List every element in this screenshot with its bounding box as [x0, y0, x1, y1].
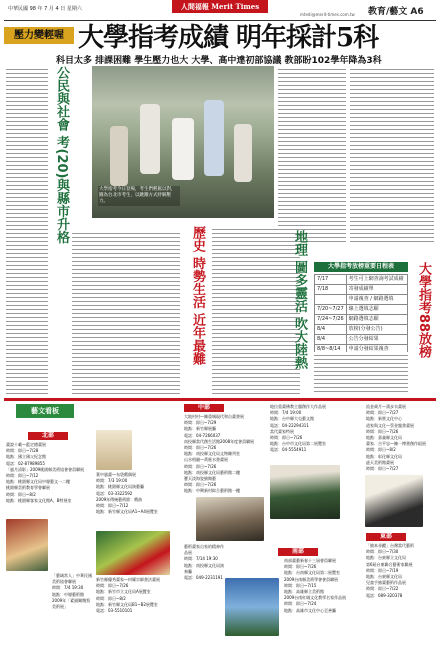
calendar-column-3b: 藝術畫家自家的精神作品展 時間：7/14 19:30 地點：南投縣文化局演奏廳 電話：049-2231191	[184, 544, 224, 581]
calendar-column-5: 流金歲月—蒲步衣畫展 時間：即日~7/27 地點：新營文化中心 道家與文化—蔡金龍書畫展 時間：即日~7/26 地點：嘉義縣文化局 畫家．吉平忠—陳一博書創作組展 時間：即日~8/2 地點：彰化縣文化局 遙天美術館畫展 時間：即日~7/27	[366, 404, 426, 472]
calendar-column-3: 大地村村—陳重城現代和自畫書展 時間：即日~7/29 地點：新竹縣展廳 電話：04-7266037 南投縣當代創生活館2008年度會員聯展 時間：即日~7/26 地點：南投縣文化局文物陳列室 山水相融—黃進水書畫展 時間：即日~7/26 地點：南投縣文化局藝術館二樓 寶天淡海瓷繪陶藝 時間：即日~7/26 地點：中興新村綜合藝術館一樓	[184, 414, 255, 494]
schedule-row: 8/4 公告分發結果	[315, 335, 408, 345]
schedule-row: 7/18 寄發成績單	[315, 285, 408, 295]
schedule-row: 7/24~7/26 網路選填志願	[315, 315, 408, 325]
artwork-thumbnail	[225, 578, 279, 636]
artwork-thumbnail	[6, 519, 48, 571]
masthead-logo: 人間福報 Merit Times	[172, 0, 268, 13]
article-text-mid	[72, 230, 180, 394]
article-text-history	[212, 226, 300, 394]
schedule-table	[314, 274, 408, 355]
student-figure	[204, 100, 224, 176]
students-jumping-photo	[92, 66, 274, 218]
schedule-title: 大學指考放榜重要日程表	[314, 262, 408, 272]
artwork-thumbnail	[270, 465, 340, 519]
arts-calendar-banner: 藝文看板	[16, 404, 74, 418]
calendar-column-5b: 「繪本尋蹤」台灣當代藝術 時間：即日~7/30 地點：台東縣立文化局 第6屆台東聯合藝術家聯展 時間：即日~7/19 地點：台東縣文化局 兒童手繪畫藝術作品展 時間：即日~7/22 電話：089-320378	[366, 543, 414, 598]
region-south-label: 南部	[278, 548, 318, 556]
region-central-label: 中部	[184, 404, 224, 412]
schedule-row: 8/8~8/14 申請分發結果複查	[315, 345, 408, 355]
main-headline: 大學指考成績 明年採計5科	[78, 23, 379, 53]
student-figure	[234, 124, 252, 182]
history-title: 歷史 時勢生活 近年最難	[190, 226, 205, 366]
photo-caption: 大學指考今日登場，考生們輕鬆以對，圖為台北市考生，以跳躍方式紓解壓力。	[98, 186, 180, 206]
civics-title: 公民與社會 考(20)與縣市升格	[54, 66, 69, 244]
artwork-thumbnail	[365, 475, 423, 527]
calendar-column-2: 葉中風畫—布袋戲偶展 時間：7/3 19:00 地點：桃園縣文化局演藝廳 電話：03-3322592 2009年傳統藝術節：戲曲 時間：即日~7/12 地點：新竹縣文化局A1~A4展覽室	[96, 472, 158, 515]
calendar-column-2b: 新竹縣優秀畫家—何耀宗師書法畫展 時間：即日~7/26 地點：新竹市立文化局A展覽室 時間：即日~8/2 地點：新竹縣文化局B1~B2展覽室 電話：03-5510101	[96, 577, 160, 614]
article-text-left	[6, 66, 48, 394]
schedule-row: 7/20~7/27 線上選填志願	[315, 305, 408, 315]
editor-email: mtedi@merit-times.com.tw	[300, 12, 355, 17]
calendar-column-1b: 「藝域常人」中華民國美術協會聯展 時間：7/4 19:30 地點：中壢藝術館 2009年「素描關懷寫美術展」	[52, 573, 92, 610]
schedule-row: 7/17 考生可上網查詢考試成績	[315, 275, 408, 285]
article-text-right	[350, 66, 434, 244]
student-figure	[172, 118, 194, 180]
artwork-thumbnail	[196, 497, 264, 541]
article-text-right-2	[278, 66, 346, 242]
region-east-label: 東部	[366, 533, 406, 541]
calendar-column-1: 畫說十載—藍定德畫展 時間：即日~7/28 地點：國立國父紀念館 電話：02-87989855 「風月清影」2009桃園縣美術協會會員聯展 時間：即日~7/12 地點：桃園縣文化局中壢藝文一二樓 桃園縣美術教育學會聯展 時間：即日~8/2 地點：桃園縣客家文化館A、B特展室	[6, 442, 85, 503]
student-figure	[110, 126, 128, 186]
issue-date: 中華民國 98 年 7 月 4 日 星期六	[8, 6, 82, 12]
sub-headline: 科目太多 排課困難 學生壓力也大 大學、高中達初部協議 教部盼102學年降為3科	[56, 56, 382, 66]
kicker-badge: 壓力變輕喔	[4, 27, 74, 44]
artwork-thumbnail	[96, 430, 132, 470]
release-title: 大學指考88放榜	[416, 262, 431, 359]
calendar-column-4b: 南部畫藝新春十三屆會員聯展 時間：即日~7/26 地點：台南縣文化局第二展覽室 2009台南縣美術學會會員聯展 時間：即日~7/15 地點：高雄縣立美術館 2009台南紅城文化教學名家作品展 時間：即日~7/24 地點：高雄市文化中心至善廳	[284, 558, 347, 613]
section-label: 教育/藝文 A6	[368, 7, 424, 17]
calendar-column-4: 地拉重畫佛教主題創作大作品展 時間：7/4 19:00 地點：台中縣大屯藝文館 電話：04-22294311 當代畫家特展 時間：即日~7/26 地點：台中市文化局第二展覽室 電話：04-5554911	[270, 404, 326, 453]
schedule-row: 申請複查 / 網路選填	[315, 295, 408, 305]
schedule-row: 8/4 放榜(分發公告)	[315, 325, 408, 335]
artwork-thumbnail	[96, 531, 170, 575]
article-text-schedule-below	[314, 352, 408, 394]
geography-title: 地理 圖多靈活 吹大陸熱	[292, 230, 307, 370]
region-north-label: 北部	[28, 432, 68, 440]
student-figure	[140, 104, 160, 174]
section-divider	[4, 398, 436, 401]
